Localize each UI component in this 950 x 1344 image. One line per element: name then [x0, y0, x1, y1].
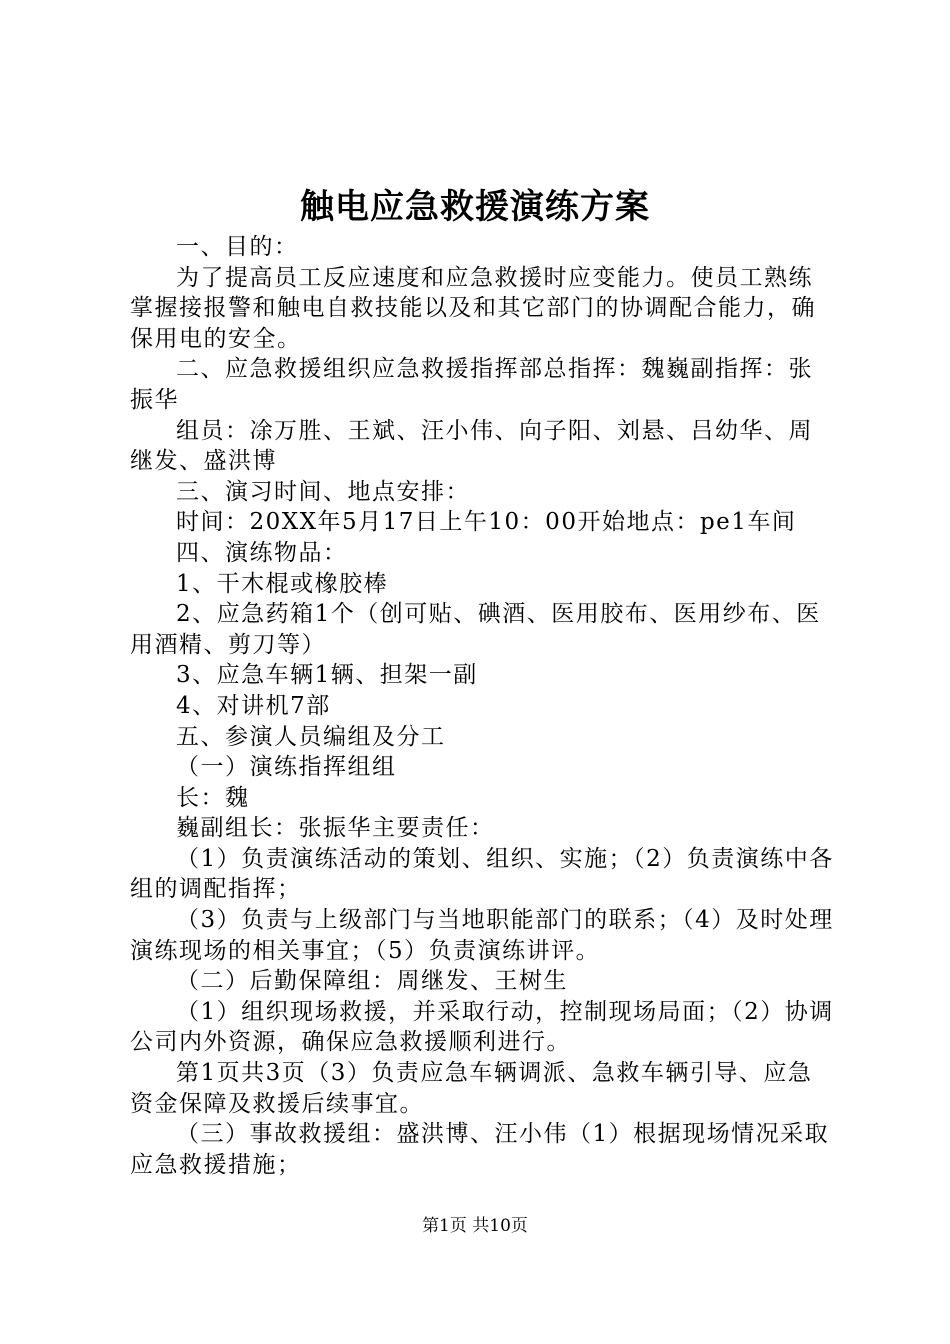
paragraph-logistics-group: （二）后勤保障组：周继发、王树生	[176, 968, 568, 995]
paragraph-supplies-heading: 四、演练物品：	[176, 539, 348, 566]
paragraph-rescue-group: （三）事故救援组：盛洪博、汪小伟（1）根据现场情况采取应急救援措施；	[130, 1121, 830, 1178]
paragraph-time-location: 时间：20XX年5月17日上午10：00开始地点：pe1车间	[176, 509, 797, 536]
paragraph-purpose-heading: 一、目的：	[176, 234, 299, 260]
paragraph-staffing-heading: 五、参演人员编组及分工	[176, 723, 446, 750]
paragraph-organization: 二、应急救援组织应急救援指挥部总指挥：魏巍副指挥：张振华	[130, 356, 813, 413]
paragraph-command-group: （一）演练指挥组组	[176, 754, 397, 781]
paragraph-command-duties-2: （3）负责与上级部门与当地职能部门的联系；（4）及时处理演练现场的相关事宜；（5）负责演练讲评。	[130, 907, 834, 964]
paragraph-supply-2: 2、应急药箱1个（创可贴、碘酒、医用胶布、医用纱布、医用酒精、剪刀等）	[130, 601, 821, 658]
paragraph-logistics-duties-2: 第1页共3页（3）负责应急车辆调派、急救车辆引导、应急资金保障及救援后续事宜。	[130, 1060, 813, 1117]
paragraph-command-leader: 长：魏	[176, 784, 250, 811]
paragraph-members: 组员：凃万胜、王斌、汪小伟、向子阳、刘悬、吕幼华、周继发、盛洪博	[130, 417, 813, 475]
paragraph-supply-4: 4、对讲机7部	[176, 692, 331, 719]
paragraph-command-deputy: 巍副组长：张振华主要责任：	[176, 815, 495, 842]
paragraph-time-heading: 三、演习时间、地点安排：	[176, 478, 470, 505]
paragraph-supply-3: 3、应急车辆1辆、担架一副	[176, 662, 478, 689]
paragraph-command-duties-1: （1）负责演练活动的策划、组织、实施；（2）负责演练中各组的调配指挥；	[130, 845, 834, 903]
document-body	[130, 232, 834, 1180]
page-footer: 第1页 共10页	[422, 1216, 528, 1236]
paragraph-logistics-duties: （1）组织现场救援，并采取行动，控制现场局面；（2）协调公司内外资源，确保应急救援顺利进行。	[130, 998, 834, 1056]
paragraph-purpose: 为了提高员工反应速度和应急救援时应变能力。使员工熟练掌握接报警和触电自救技能以及和其它部门的协调配合能力，确保用电的安全。	[130, 264, 816, 352]
document-title: 触电应急救援演练方案	[300, 187, 650, 227]
paragraph-supply-1: 1、干木棍或橡胶棒	[176, 570, 389, 597]
